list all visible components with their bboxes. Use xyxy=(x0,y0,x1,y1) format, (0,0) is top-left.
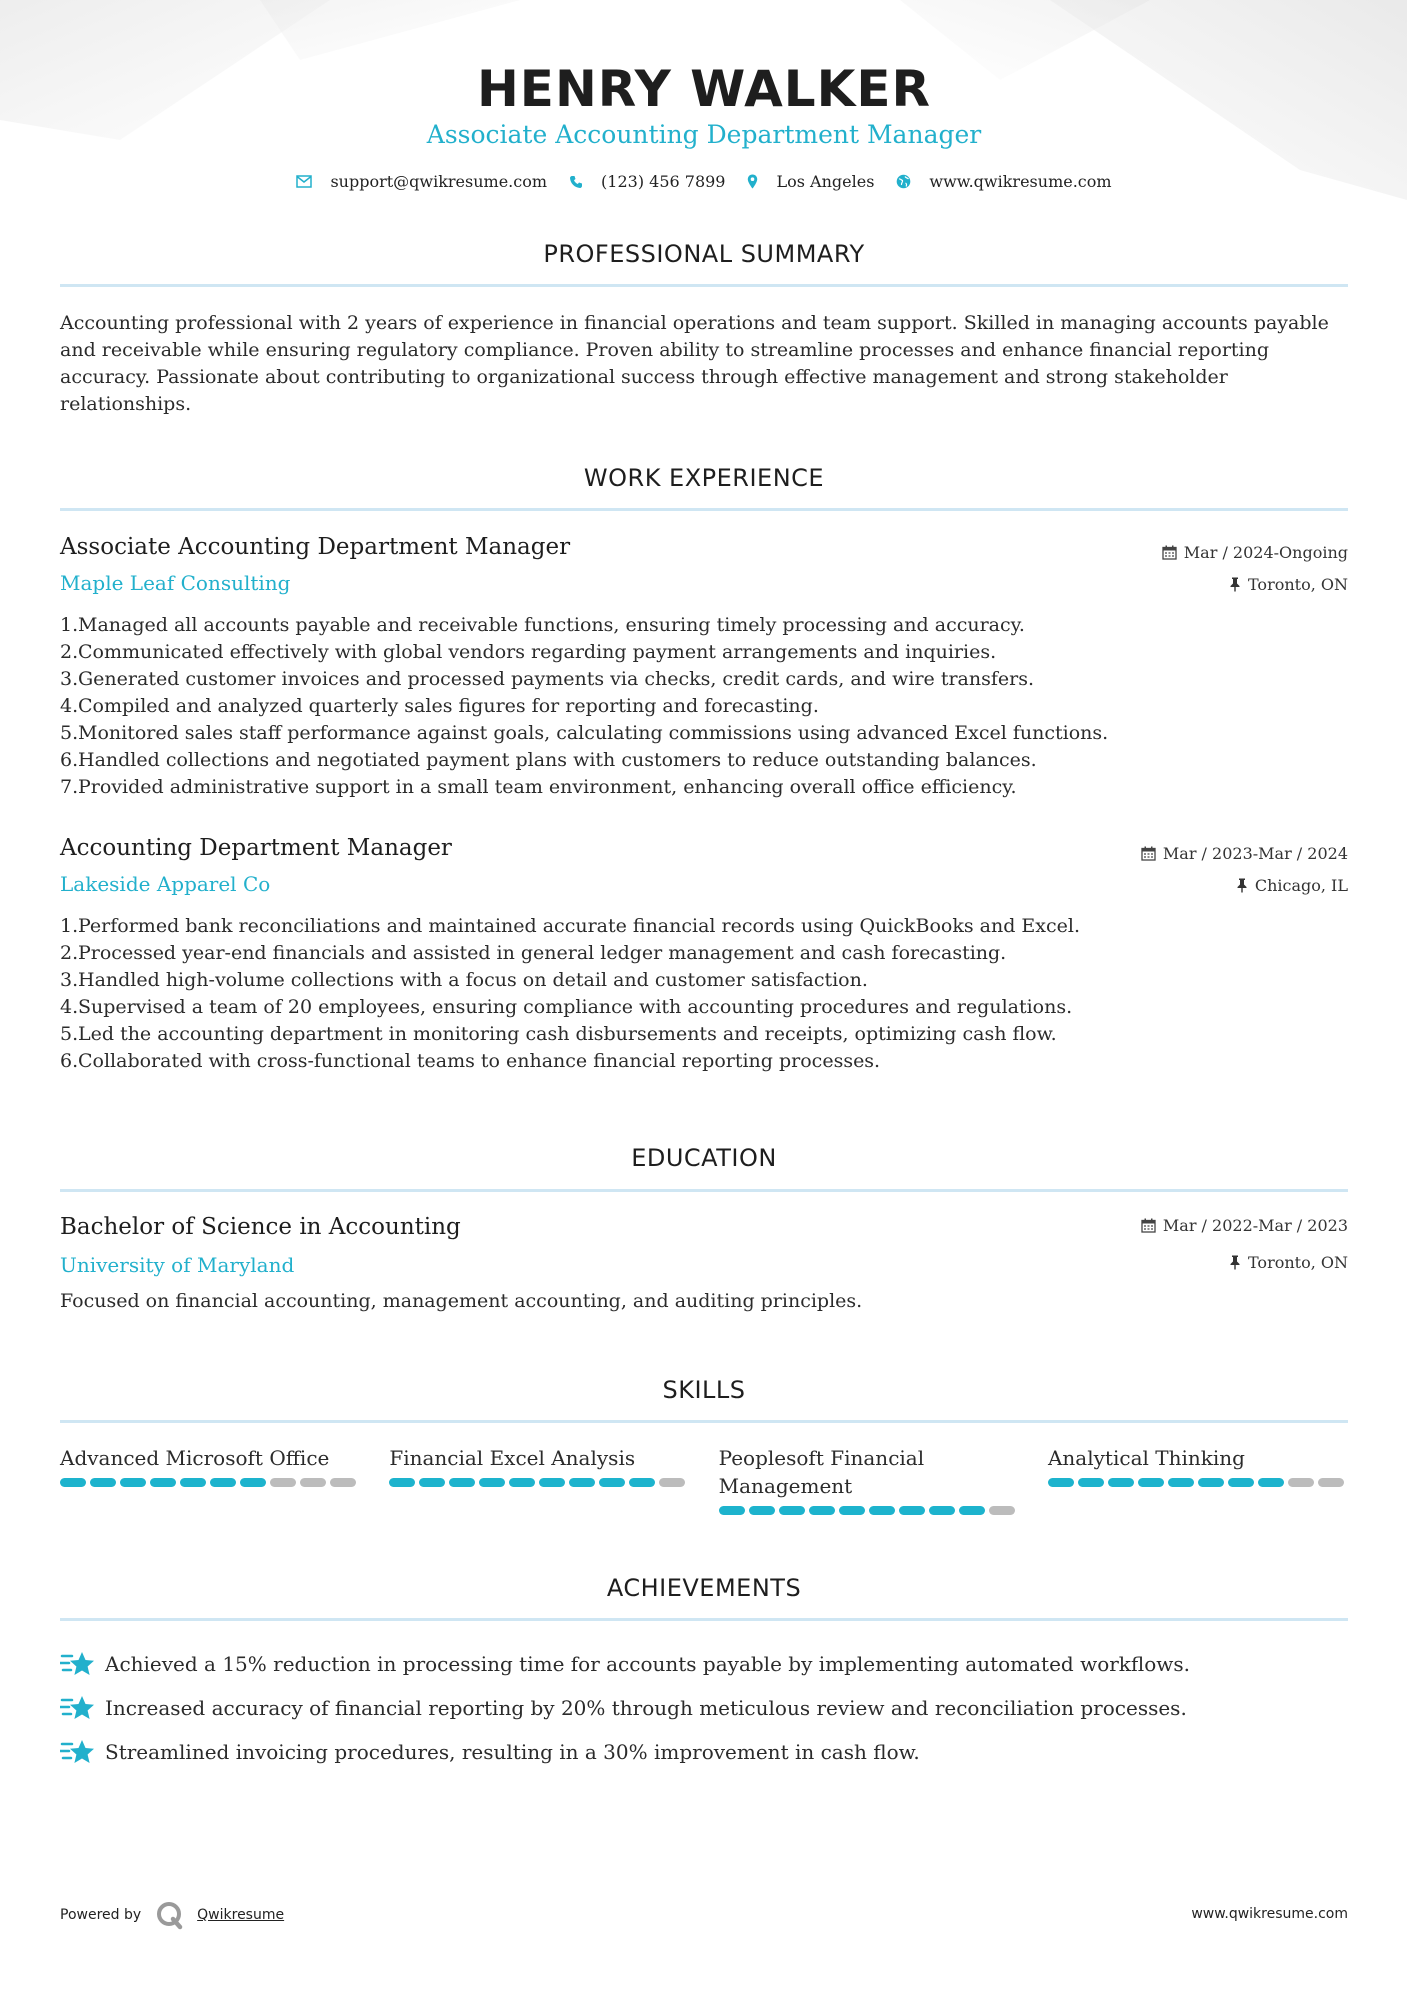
skill-item xyxy=(389,1444,689,1515)
skill-dot-filled xyxy=(959,1506,985,1515)
skill-dot-filled xyxy=(479,1478,505,1487)
skill-dot-filled xyxy=(719,1506,745,1515)
phone-icon xyxy=(569,175,583,189)
skill-dot-filled xyxy=(1138,1478,1164,1487)
school-name: University of Maryland xyxy=(60,1253,295,1277)
skill-dot-filled xyxy=(419,1478,445,1487)
job-company: Lakeside Apparel Co xyxy=(60,872,271,896)
skill-dot-filled xyxy=(599,1478,625,1487)
education-divider xyxy=(60,1189,1348,1192)
skills-heading: SKILLS xyxy=(662,1376,746,1404)
list-item xyxy=(60,1730,1348,1774)
skill-dot-empty xyxy=(270,1478,296,1487)
job-dates xyxy=(1162,543,1348,562)
skill-dot-filled xyxy=(180,1478,206,1487)
skill-dot-filled xyxy=(389,1478,415,1487)
qwikresume-logo-icon xyxy=(155,1900,185,1930)
skill-dot-filled xyxy=(1078,1478,1104,1487)
skill-dot-filled xyxy=(569,1478,595,1487)
list-item: Provided administrative support in a small team environment, enhancing overall office efficiency. xyxy=(78,776,1017,798)
shooting-star-icon xyxy=(60,1694,95,1722)
skill-level-bar xyxy=(719,1506,1019,1515)
envelope-icon xyxy=(296,175,312,188)
skill-dot-filled xyxy=(929,1506,955,1515)
achievements-divider xyxy=(60,1618,1348,1621)
summary-heading: PROFESSIONAL SUMMARY xyxy=(543,240,865,268)
footer-powered-by xyxy=(60,1900,284,1930)
skill-dot-empty xyxy=(659,1478,685,1487)
skill-dot-filled xyxy=(150,1478,176,1487)
skills-divider xyxy=(60,1420,1348,1423)
skill-level-bar xyxy=(389,1478,689,1487)
list-item: Generated customer invoices and processed payments via checks, credit cards, and wire transfers. xyxy=(78,668,1035,690)
job-bullets xyxy=(78,913,1328,1075)
shooting-star-icon xyxy=(60,1738,95,1766)
skill-level-bar xyxy=(1048,1478,1348,1487)
footer-url[interactable]: www.qwikresume.com xyxy=(1191,1906,1348,1922)
skill-dot-filled xyxy=(120,1478,146,1487)
list-item: Processed year-end financials and assisted in general ledger management and cash forecasting. xyxy=(78,942,1007,964)
contact-bar xyxy=(60,172,1348,191)
skill-item xyxy=(60,1444,360,1515)
skill-name: Advanced Microsoft Office xyxy=(60,1446,330,1470)
job-title: Accounting Department Manager xyxy=(60,835,452,861)
list-item: Performed bank reconciliations and maintained accurate financial records using QuickBooks and Excel. xyxy=(78,915,1081,937)
skill-dot-filled xyxy=(749,1506,775,1515)
list-item: Collaborated with cross-functional teams to enhance financial reporting processes. xyxy=(78,1050,881,1072)
skill-dot-filled xyxy=(449,1478,475,1487)
job-dates-text: Mar / 2023-Mar / 2024 xyxy=(1162,844,1348,863)
skill-dot-filled xyxy=(240,1478,266,1487)
skill-dot-filled xyxy=(1108,1478,1134,1487)
education-description: Focused on financial accounting, management accounting, and auditing principles. xyxy=(60,1290,863,1312)
calendar-icon xyxy=(1162,545,1177,560)
skill-dot-filled xyxy=(60,1478,86,1487)
skill-dot-filled xyxy=(90,1478,116,1487)
list-item: Managed all accounts payable and receivable functions, ensuring timely processing and accuracy. xyxy=(78,614,1025,636)
list-item: Supervised a team of 20 employees, ensuring compliance with accounting procedures and regulations. xyxy=(78,996,1073,1018)
education-dates xyxy=(1141,1216,1348,1235)
skill-dot-empty xyxy=(330,1478,356,1487)
skill-dot-filled xyxy=(1168,1478,1194,1487)
job-location-text: Toronto, ON xyxy=(1248,575,1348,594)
job-title: Associate Accounting Department Manager xyxy=(60,534,571,560)
pushpin-icon xyxy=(1236,878,1248,893)
skill-dot-filled xyxy=(629,1478,655,1487)
experience-divider xyxy=(60,508,1348,511)
achievements-list xyxy=(60,1642,1348,1774)
experience-heading: WORK EXPERIENCE xyxy=(583,464,825,492)
list-item xyxy=(60,1686,1348,1730)
pushpin-icon xyxy=(1229,1255,1241,1270)
skill-dot-empty xyxy=(1288,1478,1314,1487)
list-item: Monitored sales staff performance against goals, calculating commissions using advanced Excel functions. xyxy=(78,722,1109,744)
skill-dot-filled xyxy=(779,1506,805,1515)
skill-dot-filled xyxy=(509,1478,535,1487)
skill-name: Financial Excel Analysis xyxy=(389,1446,636,1470)
job-company: Maple Leaf Consulting xyxy=(60,571,291,595)
qwikresume-link[interactable]: Qwikresume xyxy=(197,1907,285,1923)
achievement-text: Increased accuracy of financial reporting by 20% through meticulous review and reconciliation processes. xyxy=(105,1696,1187,1720)
candidate-name: HENRY WALKER xyxy=(476,60,932,118)
skills-grid xyxy=(60,1444,1348,1515)
list-item xyxy=(60,1642,1348,1686)
pushpin-icon xyxy=(1229,577,1241,592)
powered-by-label: Powered by xyxy=(60,1907,142,1923)
job-location xyxy=(1236,876,1348,895)
contact-email[interactable] xyxy=(296,172,547,191)
contact-location xyxy=(747,172,874,191)
skill-dot-empty xyxy=(1318,1478,1344,1487)
education-location-text: Toronto, ON xyxy=(1248,1253,1348,1272)
achievement-text: Streamlined invoicing procedures, resulting in a 30% improvement in cash flow. xyxy=(105,1740,920,1764)
skill-item xyxy=(719,1444,1019,1515)
list-item: Communicated effectively with global vendors regarding payment arrangements and inquiries. xyxy=(78,641,997,663)
job-dates-text: Mar / 2024-Ongoing xyxy=(1183,543,1348,562)
candidate-title: Associate Accounting Department Manager xyxy=(426,120,982,149)
list-item: Led the accounting department in monitoring cash disbursements and receipts, optimizing cash flow. xyxy=(78,1023,1057,1045)
skill-dot-filled xyxy=(809,1506,835,1515)
globe-icon xyxy=(896,174,911,189)
contact-website[interactable] xyxy=(896,172,1111,191)
contact-phone-text: (123) 456 7899 xyxy=(601,172,726,191)
summary-text: Accounting professional with 2 years of experience in financial operations and team support. Skilled in managing accounts payable and receivable while ensuring regulatory compliance. Proven ability to streamline processes and enhance financial reporting accuracy. Passionate about contributing to organizational success through effective management and strong stakeholder relationships. xyxy=(60,312,1329,415)
contact-email-text: support@qwikresume.com xyxy=(330,172,548,191)
skill-item xyxy=(1048,1444,1348,1515)
summary-divider xyxy=(60,284,1348,287)
resume-page xyxy=(60,0,1348,1990)
degree-title: Bachelor of Science in Accounting xyxy=(60,1214,461,1240)
skill-dot-filled xyxy=(210,1478,236,1487)
skill-dot-filled xyxy=(1048,1478,1074,1487)
skill-dot-empty xyxy=(989,1506,1015,1515)
education-dates-text: Mar / 2022-Mar / 2023 xyxy=(1162,1216,1348,1235)
skill-dot-filled xyxy=(839,1506,865,1515)
education-location xyxy=(1229,1253,1348,1272)
achievement-text: Achieved a 15% reduction in processing time for accounts payable by implementing automated workflows. xyxy=(105,1652,1191,1676)
job-bullets xyxy=(78,612,1328,801)
job-dates xyxy=(1141,844,1348,863)
map-pin-icon xyxy=(747,174,758,189)
list-item: Handled high-volume collections with a focus on detail and customer satisfaction. xyxy=(78,969,868,991)
shooting-star-icon xyxy=(60,1650,95,1678)
contact-location-text: Los Angeles xyxy=(776,172,875,191)
skill-dot-filled xyxy=(899,1506,925,1515)
job-location xyxy=(1229,575,1348,594)
skill-dot-filled xyxy=(869,1506,895,1515)
list-item: Compiled and analyzed quarterly sales figures for reporting and forecasting. xyxy=(78,695,819,717)
skill-name: Peoplesoft Financial Management xyxy=(718,1446,925,1498)
skill-dot-filled xyxy=(539,1478,565,1487)
skill-dot-empty xyxy=(300,1478,326,1487)
skill-dot-filled xyxy=(1228,1478,1254,1487)
skill-name: Analytical Thinking xyxy=(1047,1446,1245,1470)
calendar-icon xyxy=(1141,846,1156,861)
calendar-icon xyxy=(1141,1218,1156,1233)
achievements-heading: ACHIEVEMENTS xyxy=(606,1574,802,1602)
list-item: Handled collections and negotiated payment plans with customers to reduce outstanding balances. xyxy=(78,749,1037,771)
job-location-text: Chicago, IL xyxy=(1254,876,1348,895)
contact-phone[interactable] xyxy=(569,172,725,191)
skill-level-bar xyxy=(60,1478,360,1487)
skill-dot-filled xyxy=(1198,1478,1224,1487)
education-heading: EDUCATION xyxy=(631,1144,777,1172)
contact-website-text: www.qwikresume.com xyxy=(929,172,1112,191)
skill-dot-filled xyxy=(1258,1478,1284,1487)
